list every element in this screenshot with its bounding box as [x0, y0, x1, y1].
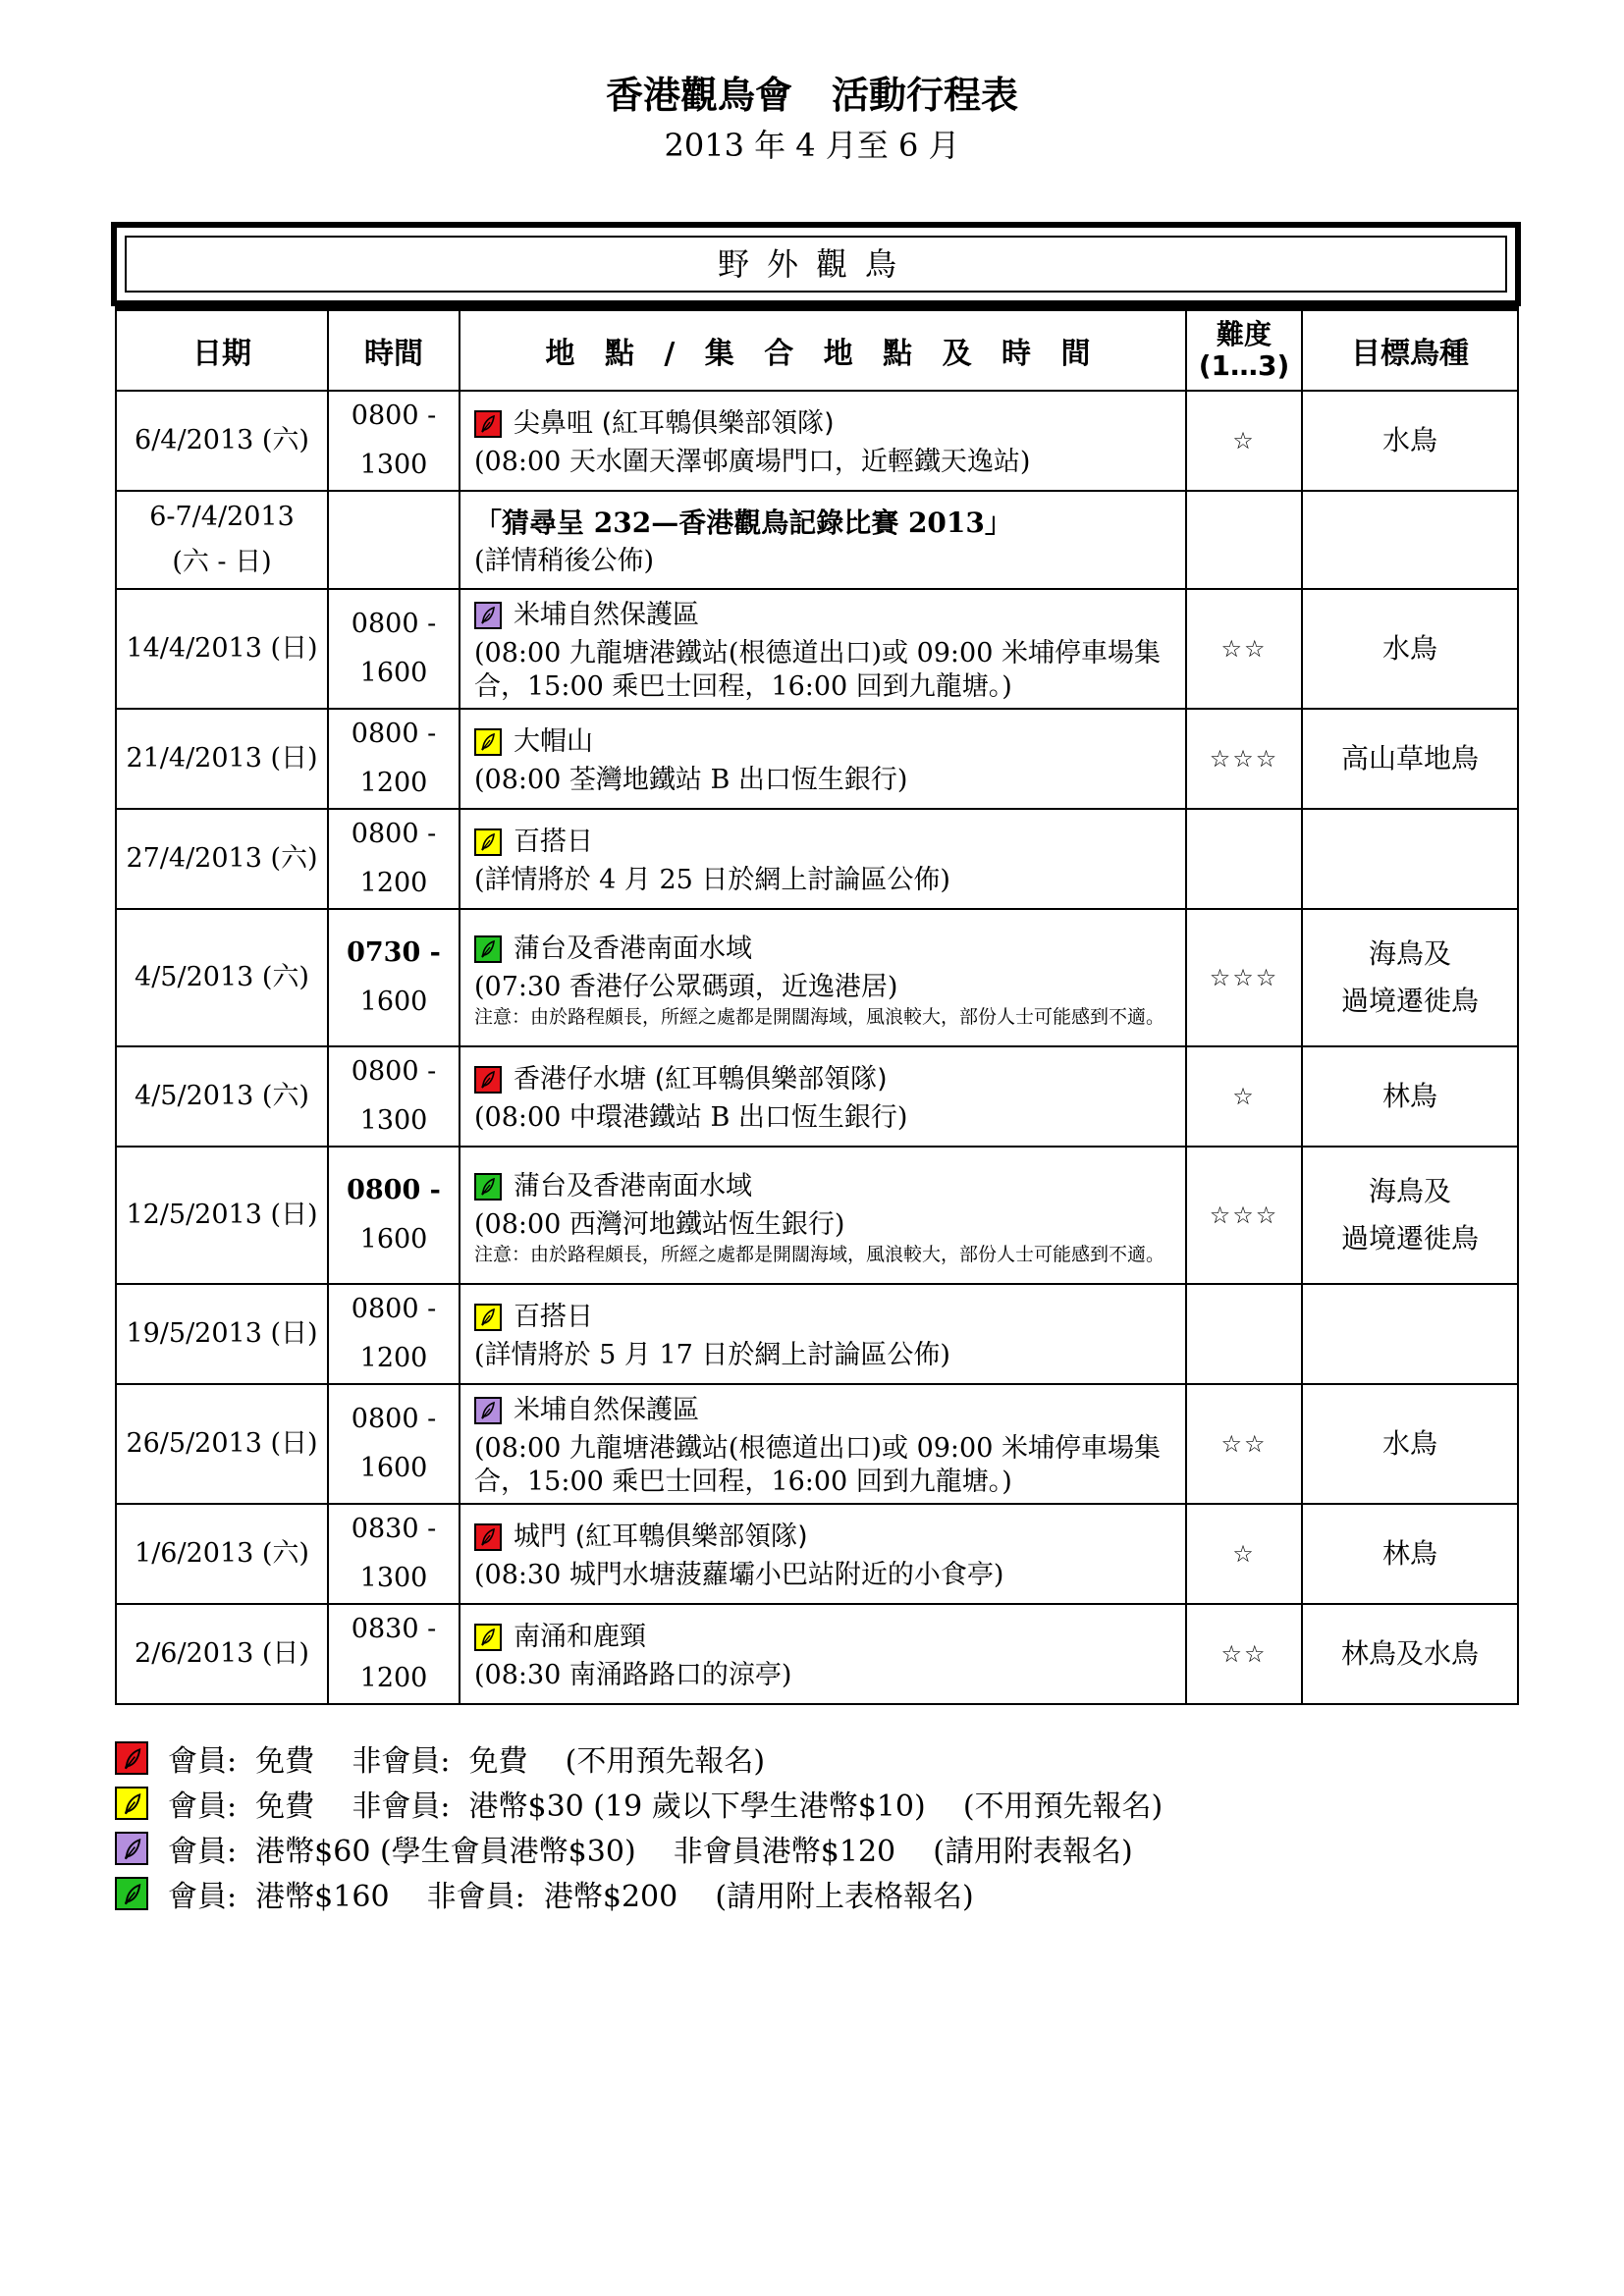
time-start: 0800 - [351, 1056, 437, 1087]
table-row [116, 1046, 1518, 1147]
place-name: 蒲台及香港南面水域 [514, 1171, 752, 1201]
difficulty-stars [1186, 809, 1302, 909]
time-start: 0800 - [351, 719, 437, 749]
difficulty-stars: ☆ [1186, 391, 1302, 491]
date-cell [116, 491, 328, 589]
feather-icon [474, 1397, 502, 1424]
place-line [474, 1058, 1175, 1101]
section-banner-label: 野外觀鳥 [125, 236, 1507, 293]
difficulty-stars [1186, 1284, 1302, 1384]
header-difficulty-label: 難度 [1216, 318, 1272, 350]
time-end: 1300 [359, 450, 428, 480]
feather-icon [115, 1741, 148, 1775]
time-start: 0830 - [351, 1614, 437, 1644]
feather-icon [115, 1877, 148, 1910]
location-cell [460, 909, 1186, 1046]
date-cell [116, 1046, 328, 1147]
place-name: 香港仔水塘 (紅耳鵯俱樂部領隊) [514, 1064, 888, 1095]
title-org: 香港觀鳥會 [605, 74, 792, 117]
header-difficulty-scale: (1…3) [1198, 349, 1290, 382]
target-species-cell [1302, 709, 1518, 809]
target-species: 海鳥及 [1368, 1175, 1451, 1207]
date-cell [116, 909, 328, 1046]
header-time: 時間 [328, 309, 460, 392]
time-start: 0800 - [351, 1294, 437, 1324]
date-text: 27/4/2013 (六) [126, 843, 318, 874]
time-end: 1300 [359, 1105, 428, 1136]
place-name: 米埔自然保護區 [514, 600, 699, 630]
place-name: 大帽山 [514, 726, 593, 757]
target-species-cell [1302, 491, 1518, 589]
legend-text: 會員: 免費 非會員: 港幣$30 (19 歲以下學生港幣$10) (不用預先報名) [168, 1789, 1164, 1824]
target-species-cell [1302, 391, 1518, 491]
legend-text: 會員: 港幣$60 (學生會員港幣$30) 非會員港幣$120 (請用附表報名) [168, 1835, 1133, 1869]
time-cell [328, 1046, 460, 1147]
feather-icon [474, 410, 502, 438]
place-name: 米埔自然保護區 [514, 1395, 699, 1425]
table-row [116, 391, 1518, 491]
place-line [474, 1296, 1175, 1339]
place-line [474, 721, 1175, 764]
table-row [116, 1147, 1518, 1284]
location-cell [460, 709, 1186, 809]
time-end: 1200 [359, 1343, 428, 1373]
feather-icon [474, 828, 502, 856]
time-cell [328, 1147, 460, 1284]
target-species-cell [1302, 589, 1518, 709]
table-row [116, 709, 1518, 809]
route-note: 注意：由於路程頗長，所經之處都是開闊海域，風浪較大，部份人士可能感到不適。 [474, 1244, 1165, 1265]
date-text: 4/5/2013 (六) [135, 1081, 309, 1111]
time-start: 0800 - [351, 400, 437, 431]
schedule-table [115, 306, 1519, 1705]
feather-icon [474, 1066, 502, 1094]
event-detail: (詳情稍後公佈) [474, 546, 655, 576]
target-species-cell [1302, 1504, 1518, 1604]
table-header-row [116, 309, 1518, 392]
meeting-detail: (07:30 香港仔公眾碼頭，近逸港居) [474, 972, 898, 1002]
location-cell [460, 491, 1186, 589]
feather-icon [474, 1304, 502, 1331]
time-end: 1200 [359, 868, 428, 898]
feather-icon [115, 1832, 148, 1865]
target-species: 林鳥 [1381, 1537, 1437, 1570]
time-start: 0830 - [351, 1514, 437, 1544]
meeting-detail: (詳情將於 5 月 17 日於網上討論區公佈) [474, 1340, 950, 1370]
target-species: 林鳥 [1381, 1080, 1437, 1112]
time-end: 1600 [359, 658, 428, 688]
target-species-cell [1302, 1604, 1518, 1704]
feather-icon [474, 935, 502, 963]
event-name: 「猜尋呈 232—香港觀鳥記錄比賽 2013」 [474, 507, 1012, 539]
feather-icon [474, 1173, 502, 1201]
time-start: 0800 - [351, 609, 437, 639]
date-text: 19/5/2013 (日) [126, 1318, 318, 1349]
legend-item [115, 1781, 1163, 1826]
time-end: 1200 [359, 768, 428, 798]
location-cell [460, 1284, 1186, 1384]
time-cell [328, 809, 460, 909]
difficulty-stars [1186, 491, 1302, 589]
date-cell [116, 1147, 328, 1284]
header-date: 日期 [116, 309, 328, 392]
difficulty-stars: ☆☆☆ [1186, 1147, 1302, 1284]
table-row [116, 589, 1518, 709]
date-cell [116, 709, 328, 809]
table-row [116, 1504, 1518, 1604]
place-line [474, 1516, 1175, 1559]
date-cell [116, 1604, 328, 1704]
location-cell [460, 1604, 1186, 1704]
target-species-secondary: 過境遷徙鳥 [1340, 985, 1479, 1017]
header-location: 地 點 / 集 合 地 點 及 時 間 [460, 309, 1186, 392]
target-species: 水鳥 [1381, 424, 1437, 456]
table-row [116, 909, 1518, 1046]
date-text: 2/6/2013 (日) [135, 1638, 309, 1669]
meeting-detail: (08:00 荃灣地鐵站 B 出口恆生銀行) [474, 765, 908, 795]
target-species: 高山草地鳥 [1340, 742, 1479, 774]
location-cell [460, 391, 1186, 491]
time-cell [328, 909, 460, 1046]
target-species: 水鳥 [1381, 1427, 1437, 1460]
date-cell [116, 1284, 328, 1384]
place-line [474, 1389, 1175, 1432]
time-start: 0800 - [347, 1175, 441, 1205]
place-line [474, 821, 1175, 864]
table-row [116, 1604, 1518, 1704]
meeting-detail: (08:00 中環港鐵站 B 出口恆生銀行) [474, 1102, 908, 1133]
target-species: 林鳥及水鳥 [1340, 1637, 1479, 1670]
date-text: 6/4/2013 (六) [135, 425, 309, 455]
date-text: 21/4/2013 (日) [126, 743, 318, 774]
feather-icon [474, 1523, 502, 1551]
time-end: 1600 [359, 987, 428, 1017]
legend-text: 會員: 港幣$160 非會員: 港幣$200 (請用附上表格報名) [168, 1880, 974, 1914]
feather-icon [474, 728, 502, 756]
place-name: 尖鼻咀 (紅耳鵯俱樂部領隊) [514, 408, 835, 439]
time-end: 1300 [359, 1563, 428, 1593]
meeting-detail: (08:00 九龍塘港鐵站(根德道出口)或 09:00 米埔停車場集合，15:00 乘巴士回程，16:00 回到九龍塘。) [474, 638, 1161, 702]
target-species-cell [1302, 1384, 1518, 1504]
page-subtitle: 2013 年 4 月至 6 月 [664, 127, 960, 164]
table-row [116, 1384, 1518, 1504]
difficulty-stars: ☆☆☆ [1186, 909, 1302, 1046]
location-cell [460, 589, 1186, 709]
time-end: 1600 [359, 1453, 428, 1483]
page-title [0, 73, 1624, 118]
target-species-cell [1302, 1147, 1518, 1284]
feather-icon [474, 1624, 502, 1651]
meeting-detail: (08:30 南涌路路口的涼亭) [474, 1660, 792, 1690]
location-cell [460, 1046, 1186, 1147]
time-start: 0730 - [347, 937, 441, 968]
section-banner [111, 222, 1521, 306]
feather-icon [474, 602, 502, 629]
difficulty-stars: ☆☆ [1186, 1604, 1302, 1704]
meeting-detail: (詳情將於 4 月 25 日於網上討論區公佈) [474, 865, 950, 895]
place-line [474, 1616, 1175, 1659]
table-row [116, 809, 1518, 909]
time-cell [328, 391, 460, 491]
time-cell [328, 709, 460, 809]
difficulty-stars: ☆☆☆ [1186, 709, 1302, 809]
place-line [474, 594, 1175, 637]
date-text: 14/4/2013 (日) [126, 633, 318, 664]
place-line [474, 928, 1175, 971]
route-note: 注意：由於路程頗長，所經之處都是開闊海域，風浪較大，部份人士可能感到不適。 [474, 1006, 1165, 1028]
target-species: 水鳥 [1381, 632, 1437, 665]
date-text: 12/5/2013 (日) [126, 1200, 318, 1230]
table-row [116, 1284, 1518, 1384]
legend-text: 會員: 免費 非會員: 免費 (不用預先報名) [168, 1744, 766, 1779]
table-row [116, 491, 1518, 589]
place-line [474, 402, 1175, 446]
time-cell [328, 1604, 460, 1704]
location-cell [460, 1504, 1186, 1604]
date-text: 4/5/2013 (六) [135, 962, 309, 992]
time-cell [328, 1284, 460, 1384]
time-cell [328, 1384, 460, 1504]
date-text: 26/5/2013 (日) [126, 1428, 318, 1459]
target-species-cell [1302, 1046, 1518, 1147]
target-species-cell [1302, 809, 1518, 909]
place-line [474, 1165, 1175, 1208]
place-name: 百搭日 [514, 1302, 593, 1332]
date-text-secondary: (六 - 日) [172, 547, 272, 577]
meeting-detail: (08:00 天水圍天澤邨廣場門口，近輕鐵天逸站) [474, 447, 1031, 477]
legend-item [115, 1735, 1163, 1781]
place-name: 城門 (紅耳鵯俱樂部領隊) [514, 1522, 808, 1552]
date-text: 6-7/4/2013 [149, 502, 295, 532]
date-cell [116, 809, 328, 909]
legend-item [115, 1826, 1163, 1871]
meeting-detail: (08:00 西灣河地鐵站恆生銀行) [474, 1209, 845, 1240]
date-cell [116, 391, 328, 491]
date-cell [116, 589, 328, 709]
feather-icon [115, 1787, 148, 1820]
time-end: 1600 [359, 1224, 428, 1255]
time-cell [328, 1504, 460, 1604]
time-cell [328, 491, 460, 589]
header-target-species: 目標鳥種 [1302, 309, 1518, 392]
meeting-detail: (08:00 九龍塘港鐵站(根德道出口)或 09:00 米埔停車場集合，15:00 乘巴士回程，16:00 回到九龍塘。) [474, 1433, 1161, 1497]
time-cell [328, 589, 460, 709]
fee-legend [115, 1735, 1163, 1916]
time-start: 0800 - [351, 819, 437, 849]
time-end: 1200 [359, 1663, 428, 1693]
meeting-detail: (08:30 城門水塘菠蘿壩小巴站附近的小食亭) [474, 1560, 1004, 1590]
date-cell [116, 1504, 328, 1604]
target-species-cell [1302, 909, 1518, 1046]
place-name: 百搭日 [514, 827, 593, 857]
title-doc: 活動行程表 [832, 74, 1019, 117]
location-cell [460, 809, 1186, 909]
difficulty-stars: ☆ [1186, 1046, 1302, 1147]
difficulty-stars: ☆☆ [1186, 1384, 1302, 1504]
date-text: 1/6/2013 (六) [135, 1538, 309, 1569]
target-species-secondary: 過境遷徙鳥 [1340, 1222, 1479, 1255]
legend-item [115, 1871, 1163, 1916]
target-species: 海鳥及 [1368, 937, 1451, 970]
location-cell [460, 1384, 1186, 1504]
difficulty-stars: ☆☆ [1186, 589, 1302, 709]
date-cell [116, 1384, 328, 1504]
header-difficulty [1186, 309, 1302, 392]
time-start: 0800 - [351, 1404, 437, 1434]
location-cell [460, 1147, 1186, 1284]
place-name: 蒲台及香港南面水域 [514, 934, 752, 964]
place-name: 南涌和鹿頸 [514, 1622, 646, 1652]
difficulty-stars: ☆ [1186, 1504, 1302, 1604]
target-species-cell [1302, 1284, 1518, 1384]
